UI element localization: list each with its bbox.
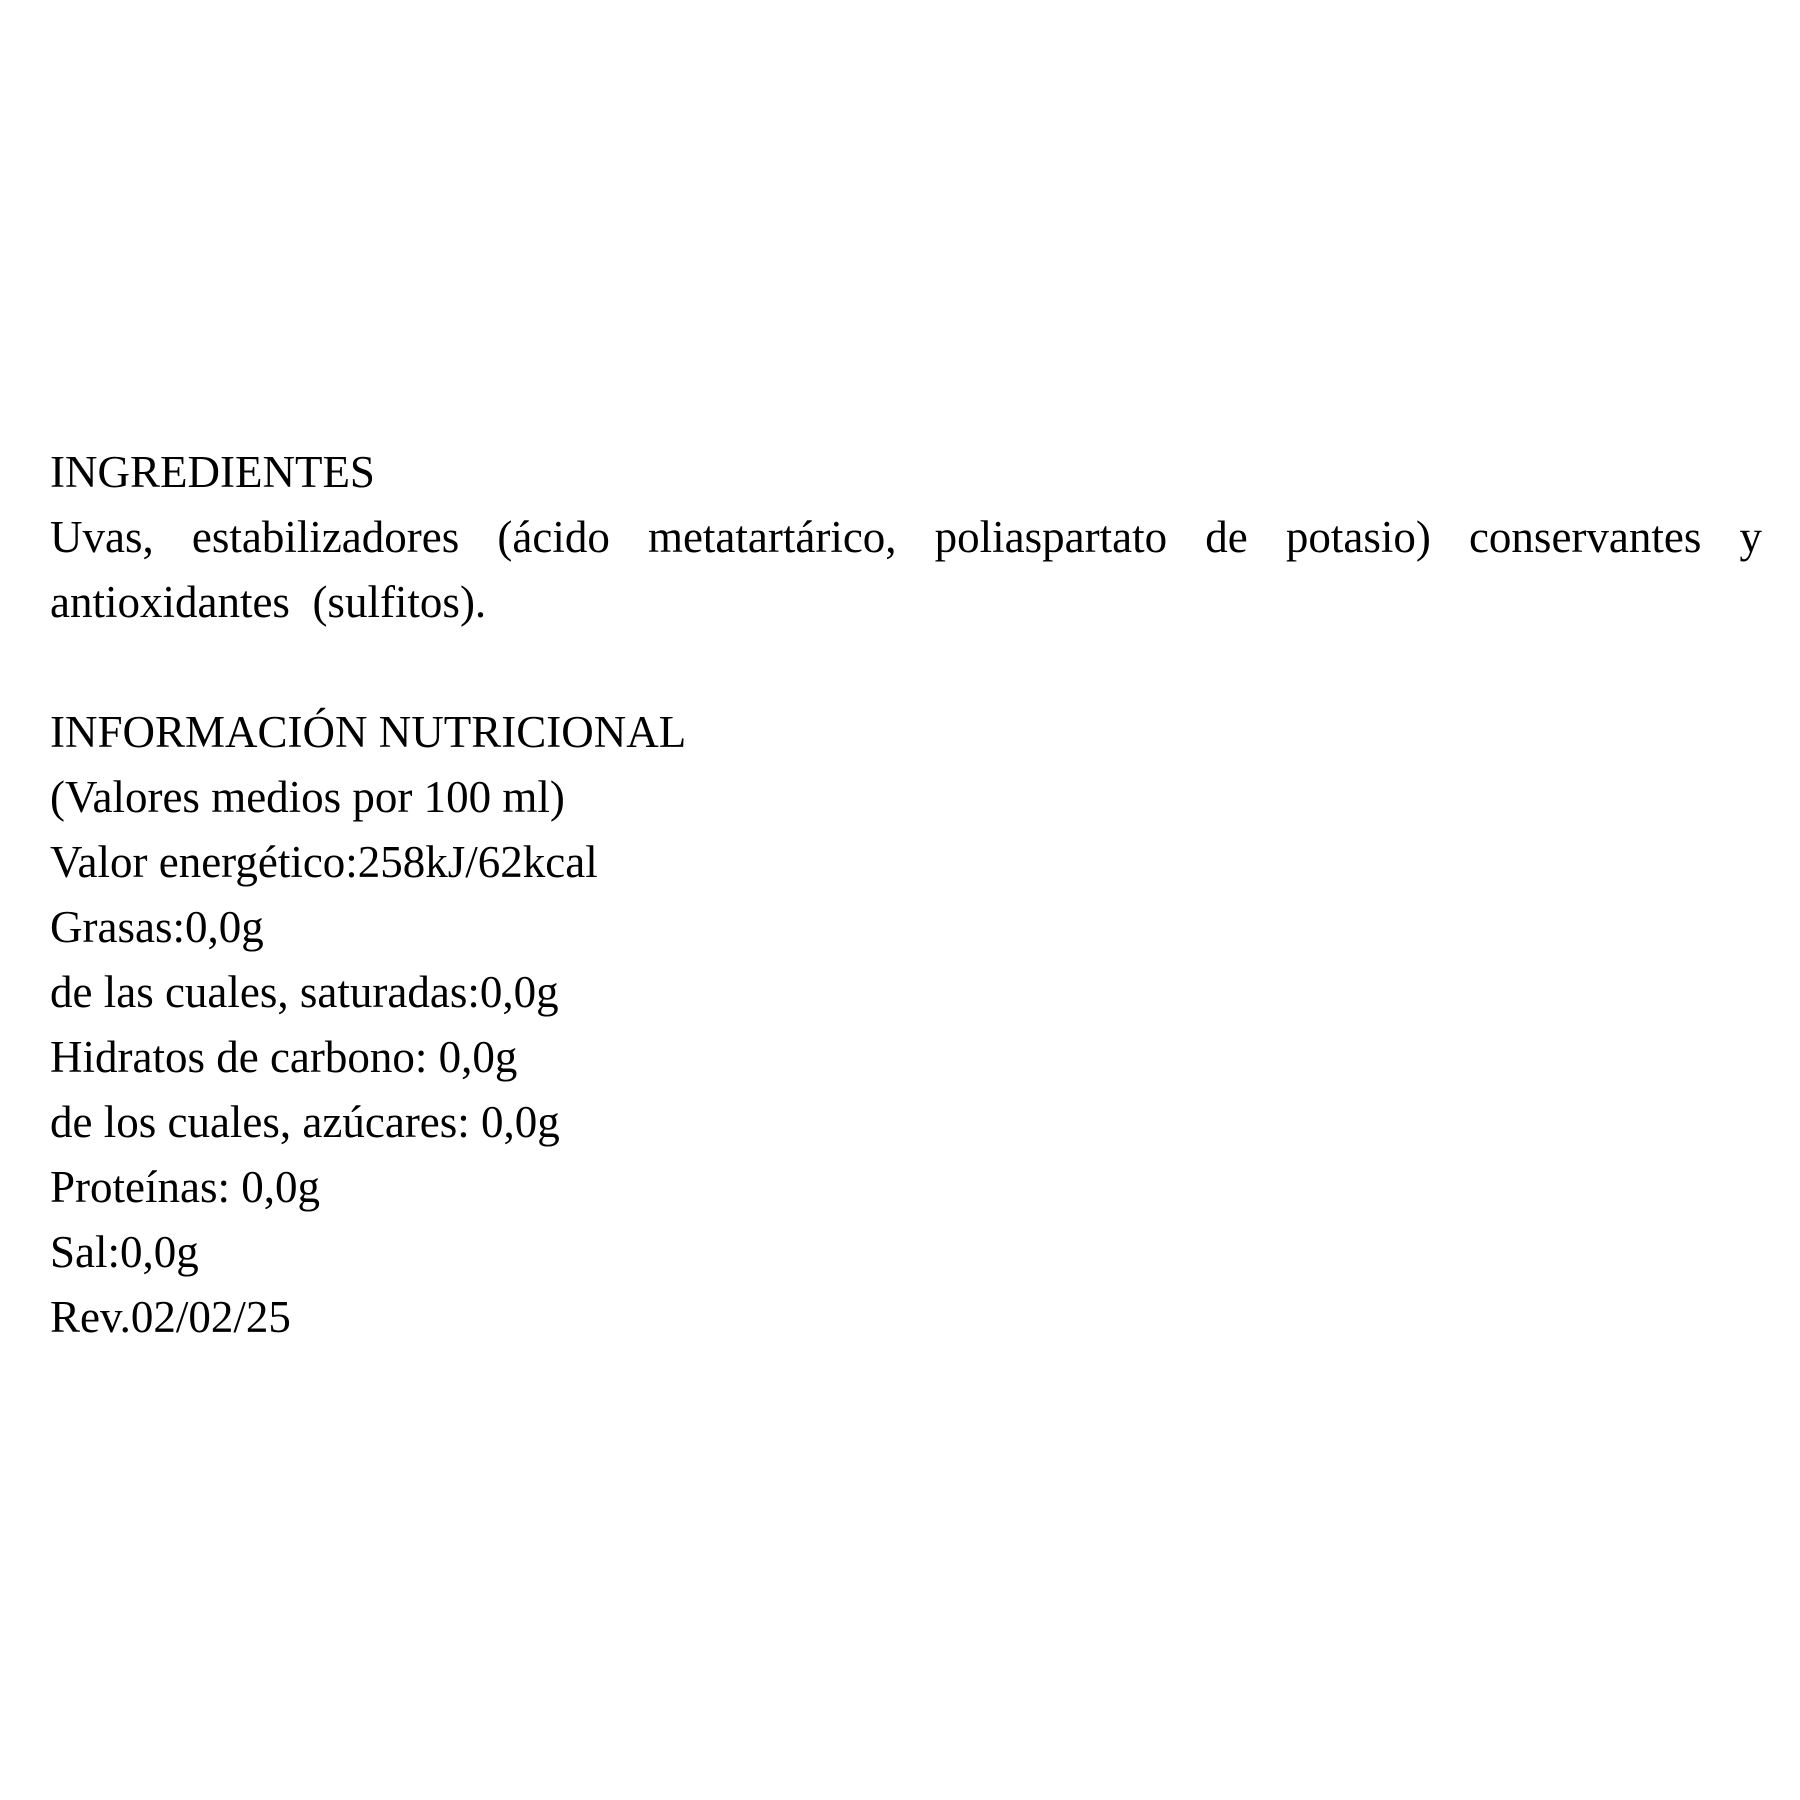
- nutrition-row-protein: Proteínas: 0,0g: [50, 1162, 320, 1212]
- ingredients-text: Uvas, estabilizadores (ácido metatartárico, poliaspartato de potasio) conservantes y antioxidantes (sulfitos).: [50, 512, 1774, 627]
- revision-date: Rev.02/02/25: [50, 1292, 291, 1342]
- product-label-text: [50, 440, 1774, 1350]
- nutrition-row-salt: Sal:0,0g: [50, 1227, 199, 1277]
- nutrition-basis: (Valores medios por 100 ml): [50, 772, 565, 822]
- ingredients-heading: INGREDIENTES: [50, 447, 375, 497]
- nutrition-row-carbohydrates: Hidratos de carbono: 0,0g: [50, 1032, 518, 1082]
- nutrition-row-fat: Grasas:0,0g: [50, 902, 264, 952]
- nutrition-row-energy: Valor energético:258kJ/62kcal: [50, 837, 598, 887]
- section-spacer: [50, 635, 1762, 700]
- nutrition-heading: INFORMACIÓN NUTRICIONAL: [50, 707, 687, 757]
- nutrition-row-sugars: de los cuales, azúcares: 0,0g: [50, 1097, 560, 1147]
- nutrition-row-saturated-fat: de las cuales, saturadas:0,0g: [50, 967, 559, 1017]
